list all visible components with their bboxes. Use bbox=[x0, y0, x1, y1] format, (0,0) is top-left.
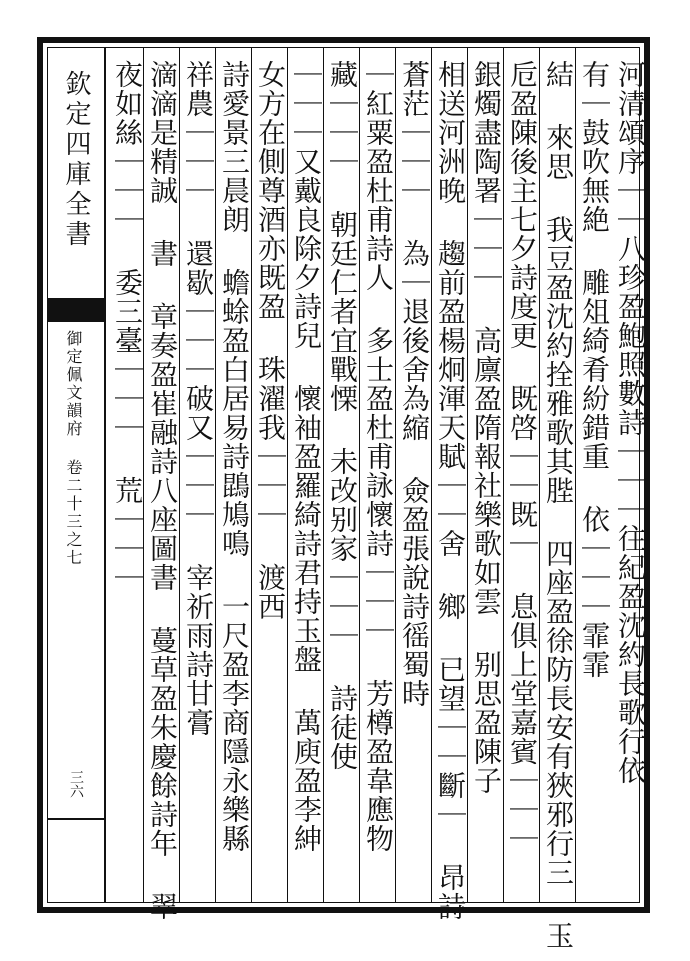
text-column-7: 蒼茫｜｜｜ 為｜退後舍為縮 僉盈張說詩徭蜀時 bbox=[398, 60, 431, 708]
volume-subtitle: 御定佩文韻府 卷二十三之七 bbox=[64, 330, 83, 567]
text-column-1: 河清頌序｜｜八珍盈鮑照數詩｜｜｜往紀盈沈約長歌行依 bbox=[614, 60, 647, 785]
text-column-11: 女方在側尊酒亦既盈 珠濯我｜｜｜ 渡西 bbox=[254, 60, 287, 621]
page-number-rule bbox=[48, 818, 104, 820]
book-title: 欽定四庫全書 bbox=[61, 70, 91, 250]
text-column-6: 相送河洲晚 趨前盈楊炯渾天賦｜｜舍 鄉 已望｜｜斷｜ 昂詩 bbox=[434, 60, 467, 921]
text-column-10: ｜｜｜又戴良除夕詩兒 懷袖盈羅綺詩君持玉盤 萬庾盈李紳 bbox=[290, 60, 323, 853]
text-column-13: 祥農｜｜｜ 還歇｜｜｜破又｜｜｜ 宰祈雨詩甘膏 bbox=[182, 60, 215, 737]
text-column-9: 藏｜｜｜ 朝廷仁者宜戰慄 未改别家｜｜｜ 詩徒使 bbox=[326, 60, 359, 771]
margin-fishtail-mark bbox=[48, 298, 104, 322]
page-number: 三六 bbox=[68, 770, 84, 798]
text-column-12: 詩愛景三晨朗 蟾蜍盈白居易詩鵾鳩鳴 一尺盈李商隱永樂縣 bbox=[218, 60, 251, 853]
text-column-14: 滴滴是精誠 書 章奏盈崔融詩八座圖書 蔓草盈朱慶餘詩年 翠 bbox=[146, 60, 179, 921]
page-frame bbox=[37, 37, 650, 950]
page-margin-column bbox=[48, 48, 106, 902]
text-column-5: 銀燭盡陶署｜｜｜ 高廪盈隋報社樂歌如雲 别思盈陳子 bbox=[470, 60, 503, 795]
page-inner-border bbox=[47, 47, 647, 950]
text-column-8: ｜紅粟盈杜甫詩人 多士盈杜甫詠懷詩｜｜｜ 芳樽盈韋應物 bbox=[362, 60, 395, 853]
text-column-4: 卮盈陳後主七夕詩度更 既啓｜｜既｜ 息俱上堂嘉賓｜｜｜ bbox=[506, 60, 539, 853]
text-column-3: 結 來思 我豆盈沈約拴雅歌其䏶 四座盈徐防長安有狹邪行三 玉 bbox=[542, 60, 575, 950]
text-column-2: 有｜鼓吹無絶 雕俎綺肴紛錯重 依｜｜｜霏霏 bbox=[578, 60, 611, 679]
text-column-15: 夜如絲｜｜｜ 委三臺｜｜｜ 荒｜｜｜ bbox=[111, 60, 144, 592]
